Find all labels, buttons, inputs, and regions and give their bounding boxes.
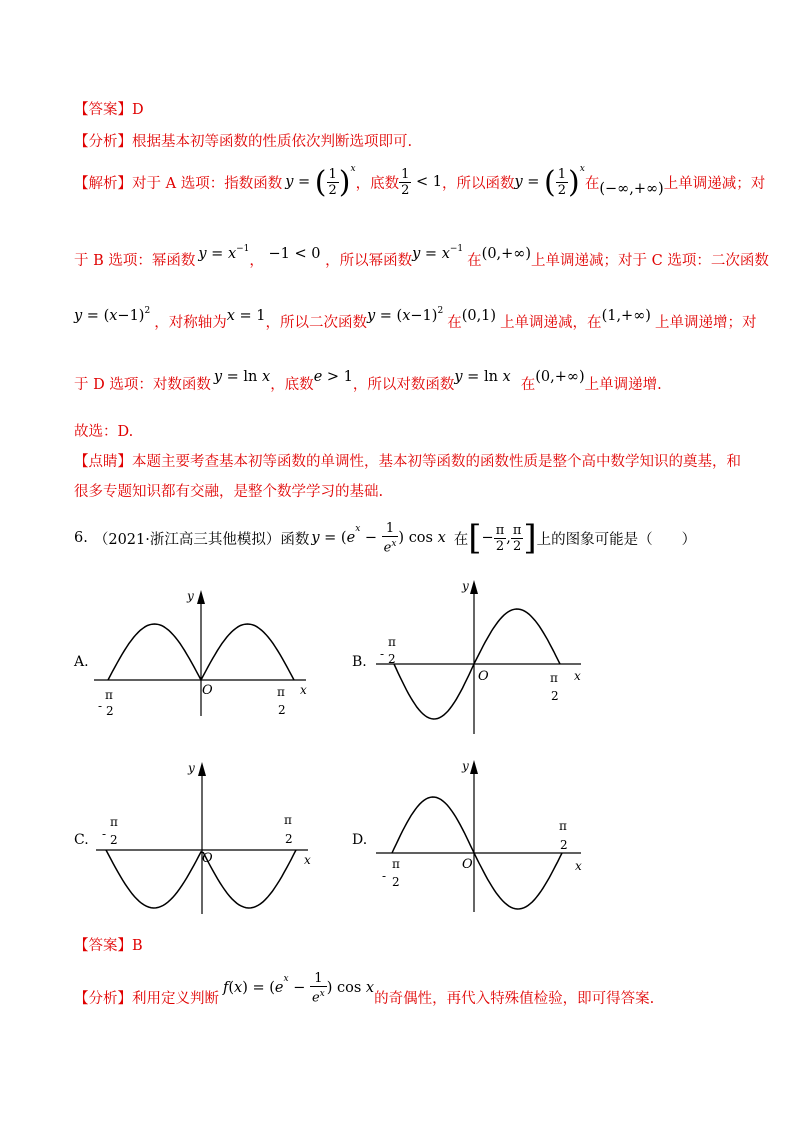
answer-tag: 【答案】 [74, 938, 132, 954]
y-axis-arrow-icon [198, 762, 206, 776]
solution-text: 上单调递减，在 [500, 314, 602, 331]
analysis-line-1 [74, 130, 412, 151]
minus-label: - [380, 647, 385, 661]
pi-label: π [110, 815, 118, 829]
solution-text: ，底数 [355, 175, 400, 192]
solution-text: 于 D 选项：对数函数 [74, 376, 211, 393]
minus-label: - [102, 827, 107, 841]
comment-tag: 【点睛】 [74, 454, 132, 470]
origin-label: O [202, 851, 213, 866]
solution-line-1: 【解析】 对于 A 选项：指数函数 y = ( $\frac{1}{2}$ ) $^x$ ，底数 $\frac{1}{2}$ < 1 ，所以函数 y = ( $\frac{1}{2}$ ) $^x$ 在 (−∞,+∞) 上单调递减；对 [74, 164, 766, 200]
minus-label: - [382, 869, 387, 883]
solution-line-2: 于 B 选项：幂函数 y = x $^{-1}$ ， −1 < 0 ，所以幂函数 y = x $^{-1}$ 在 (0,+∞) 上单调递减；对于 C 选项：二次函数 [74, 244, 769, 269]
answer-line-2 [74, 934, 143, 955]
x-axis-label: x [300, 683, 307, 697]
two-label: 2 [388, 652, 396, 666]
analysis-line-2: 【分析】 利用定义判断 f ( x ) = ( e $^x$ − $\frac{1}{e^x}$ ) cos x 的奇偶性，再代入特殊值检验，即可得答案. [74, 970, 655, 1007]
pi-label: π [277, 685, 285, 699]
solution-text: ，所以对数函数 [352, 376, 455, 393]
solution-text: 在 [584, 175, 600, 192]
option-d-label: D. [352, 832, 368, 848]
question-source: （2021·浙江高三其他模拟）函数 [93, 531, 310, 548]
pi-label: π [388, 635, 396, 649]
solution-text: ，底数 [270, 376, 314, 393]
two-label: 2 [278, 703, 286, 717]
analysis-text: 利用定义判断 [132, 990, 219, 1007]
question-text: 上的图象可能是（ ） [536, 531, 697, 548]
answer-line-1 [74, 98, 144, 119]
y-axis-label: y [188, 761, 195, 775]
solution-text: 在 [520, 376, 536, 393]
solution-text: ，所以幂函数 [325, 252, 413, 269]
solution-line-3: y = ( x −1) $^2$ ，对称轴为 x = 1 ，所以二次函数 y = ( x −1) $^2$ 在 (0,1) 上单调递减，在 (1,+∞) 上单调递增；对 [74, 306, 757, 331]
solution-text: ， [249, 252, 264, 269]
question-number: 6. [74, 530, 88, 546]
y-axis-arrow-icon [470, 760, 478, 774]
origin-label: O [478, 669, 489, 684]
analysis-text: 根据基本初等函数的性质依次判断选项即可. [132, 134, 413, 150]
two-label: 2 [106, 704, 114, 718]
solution-text: 于 B 选项：幂函数 [74, 252, 196, 269]
x-axis-label: x [574, 669, 581, 683]
option-b-graph[interactable] [376, 576, 591, 736]
option-a-graph[interactable] [94, 586, 324, 721]
answer-value: B [132, 938, 143, 954]
pi-label: π [550, 671, 558, 685]
solution-text: 上单调递增；对 [654, 314, 757, 331]
solution-text: 对于 A 选项：指数函数 [132, 175, 283, 192]
two-label: 2 [551, 689, 559, 703]
question-6: 6. （2021·浙江高三其他模拟）函数 y = ( e $^x$ − $\frac{1}{e^x}$ ) cos x 在 [ − $\frac{\pi}{2}$ , $\frac{\pi}{2}$ ] 上的图象可能是（ ） [74, 518, 697, 558]
solution-text: 上单调递减；对于 C 选项：二次函数 [531, 252, 769, 269]
solution-text: ，对称轴为 [154, 314, 227, 331]
y-axis-arrow-icon [470, 580, 478, 594]
solution-text: ，所以函数 [441, 175, 515, 192]
y-axis-label: y [462, 759, 469, 773]
two-label: 2 [285, 832, 293, 846]
question-text: 在 [453, 531, 469, 548]
solution-line-4: 于 D 选项：对数函数 y = ln x ，底数 e > 1 ，所以对数函数 y = ln x 在 (0,+∞) 上单调递增. [74, 369, 662, 393]
two-label: 2 [392, 875, 400, 889]
x-axis-label: x [304, 853, 311, 867]
curve [106, 850, 296, 908]
option-c-graph[interactable] [96, 758, 326, 918]
y-axis-label: y [187, 589, 194, 603]
option-b-label: B. [352, 654, 367, 670]
answer-value: D [132, 102, 144, 118]
pi-label: π [284, 813, 292, 827]
option-c-label: C. [74, 832, 89, 848]
origin-label: O [462, 857, 473, 872]
option-a-label: A. [74, 654, 89, 670]
option-d-graph[interactable] [376, 756, 591, 916]
y-axis-arrow-icon [197, 590, 205, 604]
solution-text: 上单调递增. [584, 376, 662, 393]
comment-text: 本题主要考查基本初等函数的单调性，基本初等函数的函数性质是整个高中数学知识的奠基，和 [132, 454, 741, 470]
origin-label: O [202, 683, 213, 698]
comment-line-2: 很多专题知识都有交融，是整个数学学习的基础. [74, 484, 384, 500]
solution-text: 在 [447, 314, 462, 331]
solution-text: 在 [467, 252, 482, 269]
solution-text: ，所以二次函数 [265, 314, 367, 331]
two-label: 2 [560, 838, 568, 852]
pi-label: π [105, 688, 113, 702]
analysis-tag: 【分析】 [74, 134, 132, 150]
x-axis-label: x [575, 859, 582, 873]
y-axis-label: y [462, 579, 469, 593]
solution-text: 上单调递减；对 [663, 175, 766, 192]
analysis-tag: 【分析】 [74, 990, 132, 1007]
comment-line-1 [74, 450, 741, 471]
choice-line: 故选：D. [74, 424, 134, 440]
answer-tag: 【答案】 [74, 102, 132, 118]
analysis-text: 的奇偶性，再代入特殊值检验，即可得答案. [374, 990, 655, 1007]
pi-label: π [392, 857, 400, 871]
pi-label: π [559, 819, 567, 833]
minus-label: - [98, 699, 103, 713]
two-label: 2 [110, 833, 118, 847]
solution-tag: 【解析】 [74, 175, 132, 192]
